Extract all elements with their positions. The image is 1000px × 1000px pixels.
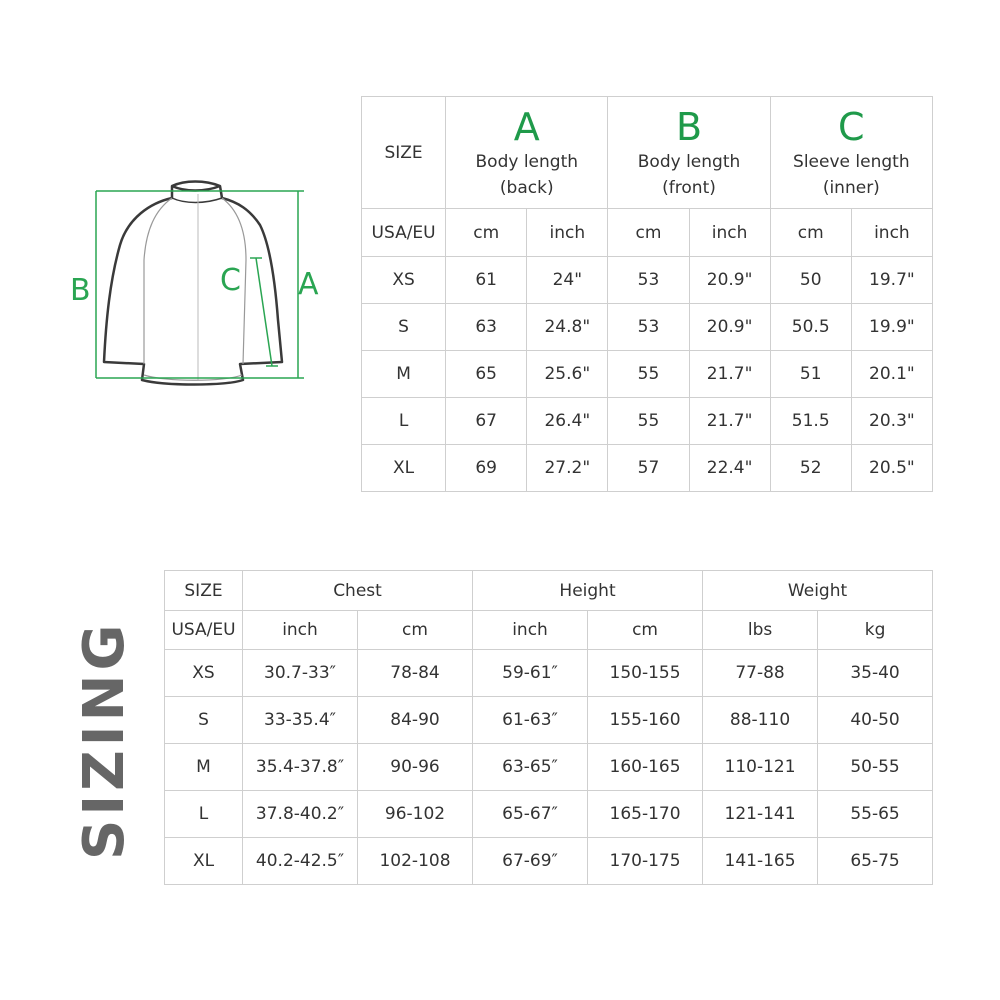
value-cell: 65 [446,351,527,398]
value-cell: 77-88 [703,650,818,697]
size-header: SIZE [165,571,243,611]
region-header: USA/EU [362,209,446,257]
unit-cell: kg [818,611,933,650]
value-cell: 67-69″ [473,838,588,885]
value-cell: 30.7-33″ [243,650,358,697]
sizing-side-label: SIZING [72,620,137,860]
value-cell: 20.9" [689,257,770,304]
weight-header: Weight [703,571,933,611]
value-cell: 55-65 [818,791,933,838]
column-c-line1: Sleeve length [793,151,910,172]
table-row [165,791,933,838]
value-cell: 65-75 [818,838,933,885]
value-cell: 21.7" [689,351,770,398]
region-header: USA/EU [165,611,243,650]
column-b-line2: (front) [662,177,716,198]
value-cell: 25.6" [527,351,608,398]
unit-cell: lbs [703,611,818,650]
value-cell: 22.4" [689,445,770,492]
height-header: Height [473,571,703,611]
value-cell: 121-141 [703,791,818,838]
unit-cell: cm [358,611,473,650]
jersey-icon [104,182,282,385]
value-cell: 155-160 [588,697,703,744]
column-c-letter: C [838,104,865,149]
value-cell: 90-96 [358,744,473,791]
size-cell: XL [362,445,446,492]
unit-cell: cm [588,611,703,650]
value-cell: 96-102 [358,791,473,838]
value-cell: 67 [446,398,527,445]
size-header: SIZE [362,97,446,209]
value-cell: 35.4-37.8″ [243,744,358,791]
table-row [362,257,933,304]
value-cell: 84-90 [358,697,473,744]
value-cell: 55 [608,351,689,398]
value-cell: 78-84 [358,650,473,697]
column-c-line2: (inner) [822,177,880,198]
label-a: A [298,267,319,302]
size-cell: S [165,697,243,744]
unit-cell: cm [446,209,527,257]
body-sizing-table [164,570,933,885]
table-row [165,744,933,791]
table-row [165,650,933,697]
jersey-diagram [60,170,360,400]
value-cell: 19.7" [851,257,932,304]
size-cell: M [362,351,446,398]
unit-cell: inch [689,209,770,257]
table-row [362,445,933,492]
value-cell: 53 [608,304,689,351]
value-cell: 40-50 [818,697,933,744]
unit-row [165,611,933,650]
value-cell: 24" [527,257,608,304]
value-cell: 61 [446,257,527,304]
value-cell: 61-63″ [473,697,588,744]
unit-cell: cm [770,209,851,257]
value-cell: 160-165 [588,744,703,791]
size-cell: XS [165,650,243,697]
column-c-header [770,97,932,209]
value-cell: 141-165 [703,838,818,885]
garment-measurement-table [361,96,933,492]
size-cell: M [165,744,243,791]
unit-row [362,209,933,257]
chest-header: Chest [243,571,473,611]
value-cell: 53 [608,257,689,304]
value-cell: 69 [446,445,527,492]
value-cell: 21.7" [689,398,770,445]
unit-cell: inch [527,209,608,257]
value-cell: 63-65″ [473,744,588,791]
value-cell: 51 [770,351,851,398]
value-cell: 51.5 [770,398,851,445]
column-b-header [608,97,770,209]
size-cell: XL [165,838,243,885]
value-cell: 57 [608,445,689,492]
table-header-row [362,97,933,209]
value-cell: 102-108 [358,838,473,885]
column-b-letter: B [675,104,703,149]
table-header-row [165,571,933,611]
value-cell: 27.2" [527,445,608,492]
size-cell: L [165,791,243,838]
table-row [362,351,933,398]
value-cell: 50.5 [770,304,851,351]
label-b: B [70,273,91,308]
value-cell: 63 [446,304,527,351]
unit-cell: inch [243,611,358,650]
value-cell: 40.2-42.5″ [243,838,358,885]
table-row [165,697,933,744]
unit-cell: cm [608,209,689,257]
size-cell: S [362,304,446,351]
table-row [165,838,933,885]
value-cell: 88-110 [703,697,818,744]
value-cell: 20.1" [851,351,932,398]
value-cell: 20.3" [851,398,932,445]
value-cell: 35-40 [818,650,933,697]
value-cell: 170-175 [588,838,703,885]
table-row [362,398,933,445]
value-cell: 110-121 [703,744,818,791]
unit-cell: inch [851,209,932,257]
column-a-letter: A [513,104,540,149]
value-cell: 55 [608,398,689,445]
value-cell: 26.4" [527,398,608,445]
label-c: C [220,263,241,298]
value-cell: 165-170 [588,791,703,838]
column-a-header [446,97,608,209]
unit-cell: inch [473,611,588,650]
value-cell: 24.8" [527,304,608,351]
value-cell: 50-55 [818,744,933,791]
column-b-line1: Body length [637,151,741,172]
value-cell: 20.9" [689,304,770,351]
value-cell: 59-61″ [473,650,588,697]
value-cell: 20.5" [851,445,932,492]
size-cell: L [362,398,446,445]
size-cell: XS [362,257,446,304]
table-row [362,304,933,351]
value-cell: 65-67″ [473,791,588,838]
value-cell: 52 [770,445,851,492]
column-a-line1: Body length [475,151,579,172]
value-cell: 19.9" [851,304,932,351]
value-cell: 50 [770,257,851,304]
value-cell: 33-35.4″ [243,697,358,744]
value-cell: 150-155 [588,650,703,697]
value-cell: 37.8-40.2″ [243,791,358,838]
column-a-line2: (back) [499,177,554,198]
